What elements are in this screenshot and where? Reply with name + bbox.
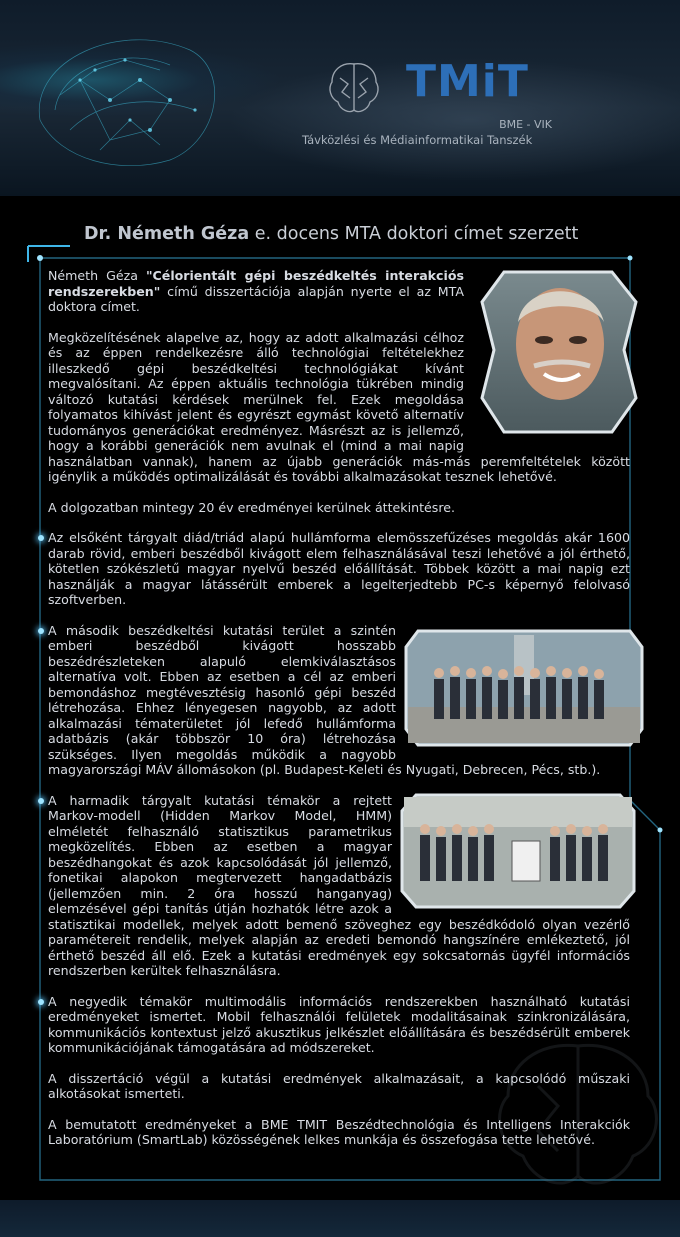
acknowledgement-paragraph: A bemutatott eredményeket a BME TMIT Beszédtechnológia és Intelligens Interakciók Laboratórium (SmartLab) közösségének lelkes munkája és összefogása tette lehetővé. [48, 1116, 630, 1147]
bullet-text-3: A harmadik tárgyalt kutatási témakör a rejtett Markov-modell (Hidden Markov Model, HMM) elméletét felhasználó statisztikus parametrikus megközelítés. Ebben az esetben a magyar beszédhangokat és azok kapcsolódását jól jellemző, fonetikai alapokon megtervezett hangadatbázis (jellemzően min. 2 óra hosszú hanganyag) elemzésével gépi tanítás útján hozhatók létre azok a statisztikai modellek, melyek adott bemenő szöveghez egy beszédkódoló olyan vezérlő paramétereit rendelik, melyek alapján az eredeti bemondó hangszínére emlékeztető, jól érthető beszéd áll elő. Ezek a kutatási eredmények egy sokcsatornás ügyfél információs rendszerben kerültek felhasználásra. [48, 792, 630, 978]
bullet-dot-icon [38, 999, 44, 1005]
bullet-paragraph-4 [48, 994, 630, 1056]
title-name: Dr. Németh Géza [84, 224, 250, 244]
department-name: Távközlési és Médiainformatikai Tanszék [302, 133, 533, 147]
bullet-paragraph-3 [48, 793, 630, 979]
tmit-logo-text: TMiT [406, 56, 529, 107]
footer-band [0, 1200, 680, 1237]
bullet-dot-icon [38, 798, 44, 804]
brain-logo-icon [324, 58, 384, 118]
intro-post: című disszertációja alapján nyerte el az MTA doktora címet. [48, 283, 464, 314]
bullet-text-4: A negyedik témakör multimodális információs rendszerekben használható kutatási eredményeket ismertet. Mobil felhasználói felületek modalitásainak szinkronizálására, kommunikációs kontextust jelző akusztikus jelkészlet előállítására és beszédsérült emberek kommunikációjának támogatására ad módszereket. [48, 993, 630, 1055]
bullet-dot-icon [38, 535, 44, 541]
intro-pre: Németh Géza [48, 268, 146, 283]
approach-paragraph: Megközelítésének alapelve az, hogy az adott alkalmazási célhoz és az éppen rendelkezésre álló technológiai feltételekhez illeszkedő gépi beszédkeltési technológiákat kívánt megvalósítani. Az éppen aktuális technológia tükrében mindig változó kutatási kérdések merülnek fel. Ezek megoldása folyamatos kihívást jelent és egyrészt egymást követő alternatív tudományos generációkat eredményez. Másrészt az is jellemző, hogy a korábbi generációk nem avulnak el (mind a mai napig használatban vannak), hanem az újabb generációk más-más peremfeltételek között igénylik a működés optimalizálását és további alkalmazásokat tesznek lehetővé. [48, 329, 630, 484]
org-name-short: BME - VIK [499, 118, 552, 131]
group-photo-1 [404, 627, 644, 749]
bullet-paragraph-1 [48, 530, 630, 608]
bullet-paragraph-2 [48, 623, 630, 778]
applications-paragraph: A disszertáció végül a kutatási eredmények alkalmazásait, a kapcsolódó műszaki alkotásokat ismerteti. [48, 1070, 630, 1101]
header-banner [0, 0, 680, 196]
article-body [48, 268, 630, 1163]
brain-network-graphic [0, 0, 260, 196]
page-title [84, 224, 578, 244]
bullet-text-1: Az elsőként tárgyalt diád/triád alapú hullámforma elemösszefűzéses megoldás akár 1600 darab rövid, emberi beszédből kivágott elem felhasználásával teszi lehetővé a jól érthető, kötetlen szókészletű magyar nyelvű beszéd előállítását. Többek között a mai napig ezt használják a magyar látássérült emberek a legelterjedtebb PC-s képernyő felolvasó szoftverben. [48, 530, 630, 607]
portrait-photo [474, 262, 642, 438]
group-photo-2 [400, 791, 636, 911]
bullet-text-2: A második beszédkeltési kutatási terület a szintén emberi beszédből kivágott hosszabb beszédrészleteken alapuló elemkiválasztásos alternatíva volt. Ebben az esetben a cél az emberi bemondáshoz megtévesztésig hasonló gépi beszéd létrehozása. Ehhez lényegesen nagyobb, az adott alkalmazási tématerületet jól lefedő hullámforma adatbázis (akár többször 10 óra) létrehozása szükséges. Ilyen megoldás működik a nagyobb magyarországi MÁV állomásokon (pl. Budapest-Keleti és Nyugati, Debrecen, Pécs, stb.). [48, 622, 601, 777]
dissertation-title: "Célorientált gépi beszédkeltés interakciós rendszerekben" [48, 268, 464, 299]
bullet-dot-icon [38, 628, 44, 634]
summary-paragraph: A dolgozatban mintegy 20 év eredményei kerülnek áttekintésre. [48, 499, 455, 515]
title-rest: e. docens MTA doktori címet szerzett [249, 224, 579, 244]
